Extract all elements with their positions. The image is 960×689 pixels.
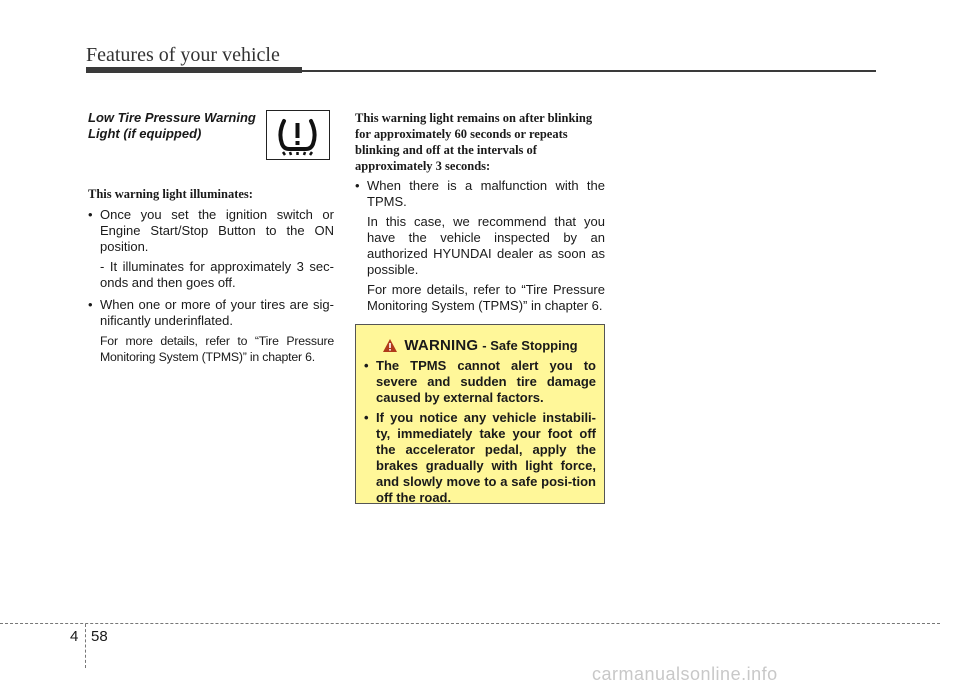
- reference-note: For more details, refer to “Tire Pressure Monitoring System (TPMS)” in chapter 6.: [100, 334, 334, 364]
- watermark: carmanualsonline.info: [592, 664, 778, 684]
- list-item: [364, 358, 596, 406]
- left-column: [88, 110, 334, 365]
- bullet-glyph: •: [88, 297, 93, 312]
- chapter-number: 4: [70, 628, 79, 645]
- recommendation-text: In this case, we recommend that you have the vehicle inspected by an authorized HYUNDAI dealer as soon as possible.: [367, 214, 605, 277]
- list-item: [355, 178, 605, 210]
- footer-divider: [85, 624, 86, 668]
- reference-note: For more details, refer to “Tire Pressure Monitoring System (TPMS)” in chapter 6.: [367, 282, 605, 313]
- page-number: 58: [91, 628, 108, 645]
- bullet-text: When one or more of your tires are sig-nificantly underinflated.: [100, 297, 334, 328]
- bullet-glyph: •: [88, 207, 93, 222]
- warning-title: - Safe Stopping: [482, 338, 578, 353]
- bullet-glyph: •: [364, 410, 369, 425]
- bullet-text: Once you set the ignition switch or Engine Start/Stop Button to the ON position.: [100, 207, 334, 254]
- warning-label: WARNING: [404, 337, 479, 354]
- warning-triangle-icon: [382, 338, 398, 353]
- footer-rule: [0, 623, 940, 624]
- warning-box: [355, 324, 605, 504]
- list-item: [88, 207, 334, 255]
- page-header-title: Features of your vehicle: [86, 44, 280, 66]
- list-item: [364, 410, 596, 506]
- bullet-glyph: •: [364, 358, 369, 373]
- illuminates-intro: This warning light illuminates:: [88, 187, 253, 201]
- list-item: [88, 297, 334, 329]
- header-bar-thick: [86, 67, 302, 73]
- tpms-warning-icon: [266, 110, 330, 160]
- header-bar-thin: [302, 70, 876, 72]
- warning-heading: [364, 337, 596, 354]
- sub-list-item: [88, 259, 334, 291]
- right-column: [355, 110, 605, 314]
- sub-bullet-text: - It illuminates for approximately 3 sec-onds and then goes off.: [100, 259, 334, 290]
- warning-bullet-text: If you notice any vehicle instabili-ty, immediately take your foot off the accelerator pedal, apply the brakes gradually with light force, and slowly move to a safe posi-tion off the road.: [376, 410, 596, 505]
- remains-on-intro: This warning light remains on after blinking for approximately 60 seconds or repeats blinking and off at the intervals of approximately 3 seconds:: [355, 111, 593, 173]
- section-heading: Low Tire Pressure Warning Light (if equipped): [88, 110, 256, 141]
- bullet-text: When there is a malfunction with the TPMS.: [367, 178, 605, 209]
- bullet-glyph: •: [355, 178, 360, 193]
- warning-bullet-text: The TPMS cannot alert you to severe and sudden tire damage caused by external factors.: [376, 358, 596, 405]
